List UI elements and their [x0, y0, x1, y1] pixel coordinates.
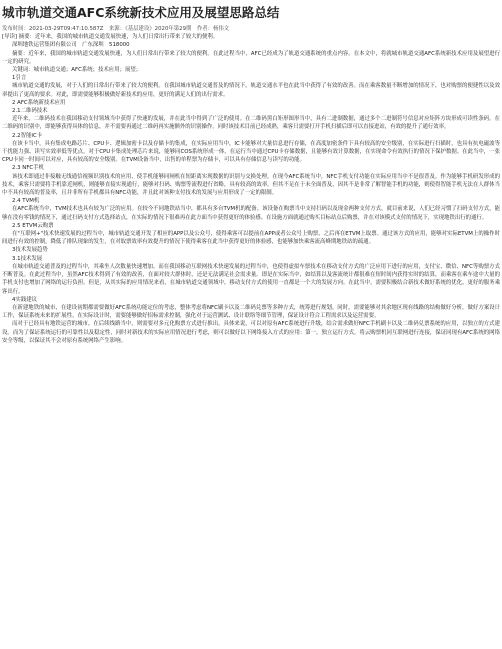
publish-meta: 发布时间：2021-03-29T09:47:10.587Z 来源：《基层建设》2020年第29期 作者：杨伟文 [2, 26, 230, 32]
practice-paragraph-1: 在新建地铁的城市，在建设初期都需要做好AFC系统功能定位的考虑，整体考虑将NFC刷卡以及二维码兑票等多种方式，统筹进行规划。同时，需要能够对其余地区现有线路的结构做好分析，做好方案设计工作，保证系统未来的扩展性。在实际设计时，需要能够做好招标需求控制，强化对于运营测试、设计联络等细节管理，保证设计符合工程需求以及运营需要。 [2, 304, 500, 320]
keywords: 关键词：城市轨道交通；AFC系统；技术应用；展望； [12, 67, 142, 74]
section-3-heading: 3技术发展趋势 [12, 247, 48, 254]
section-2-2-heading: 2.2智能IC卡 [12, 132, 43, 139]
etvm-paragraph: 在"互联网+"技术快速发展的过程当中，城市轨道交通开发了相应的APP以及公众号，使得乘客可以提前在APP或者公众号上购票，之后再在ETVM上取票。通过该方式的应用，能够对实际ETVM上的操作时间进行有效的控制，降低了排队现象的发生，在对取票效率有效提升的情况下使得乘客在此当中获得更好的体验感，也能够加快乘客流高峰期地铁站的疏通。 [2, 231, 500, 246]
tvm-paragraph: 在AFC系统当中，TVM技术也具有较为广泛的应用。在较今不同地铁站当中，都具有多台TVM机的配备。该设备在购票当中支持扫码以及现金两种支付方式。就目前来说，人们已经习惯了扫码支付方式，能够在没有零钱的情况下，通过扫码支付方式选择站点，在实际的情况下很难再在此方面当中获得更好的体验感。在设施方面就通过购买目标站点后购票，并在对该模式支付的情况下，实现地铁出行的通行。 [2, 206, 500, 221]
summary-line: [导读] 摘要：近年来，我国的城市轨道交通发展快速，为人们日常出行带来了较大的便利。 [2, 34, 219, 41]
affiliation: 深圳地铁运营集团有限公司 广东深圳 518000 [12, 42, 130, 49]
section-2-5-heading: 2.5 ETVM云购票 [12, 222, 54, 229]
nfc-paragraph: 该技术即通过非接触无线通信视频识别技术的应用，使手机能够同闸机在短距离实现数据的识别与交换处理。在现今AFC系统当中，NFC手机支付功能在实际应用当中不是很普及。作为能够手机研发形成的技术，乘客只需要将手机靠近闸机，则能够直接实现通行，能够对扫码、购票等流程进行省略，具有较高的效率。但其不足在于未全面普及，因其不是非常了解智能手机的功能，则使得智能手机无法在人群体当中不具有较高的普及率，且并非所有手机都具有NFC功能，并且此对该种支付技术的发展与应用形成了一定的限制。 [2, 173, 500, 197]
article-title: 城市轨道交通AFC系统新技术应用及展望思路总结 [2, 5, 280, 20]
section-3-1-heading: 3.1技术发展 [12, 255, 43, 262]
section-2-heading: 2 AFC系统新技术应用 [12, 99, 66, 106]
section-intro-heading: 1引言 [12, 75, 27, 82]
section-2-1-heading: 2.1二维码技术 [12, 108, 48, 115]
abstract-paragraph: 摘要：近年来，我国的城市轨道交通发展快速，为人们日常出行带来了较大的便利。在此过程当中，AFC已经成为了轨道交通系统的重点内容。在本文中，将就城市轨道交通AFC系统新技术应用及展望进行一定的研究。 [2, 50, 500, 65]
tech-development-paragraph: 在城市轨道交通普及的过程当中，其乘坐人次数量快速增加。而在我国移动互联网技术快速发展的过程当中，也使得虚拟车票技术在移动支付方式的广泛应用下进行的应用，支付宝、微信、NFC等购票方式不断普及。在此过程当中，虽然AFC技术得到了有效的改善，在面对较大群体时，还是无法满足社会需求量。即是在实际当中，如结算以及客流统计都很难在短时间内获得实时的结算，而乘客在乘车途中大量的手机支付也增加了网络的运行负担。但是，从其实际的应用情况来看，在城市轨道交通领域中，移动支付方式的使用一直都是一个大的发展方向。在此当中，需要积极结合新技术做好系统的优化，更好的服务乘客出行。 [2, 263, 500, 295]
practice-paragraph-2: 而对于已经具有地铁运营的城市，在后续线路当中，则需要对多元化购票方式进行推出。具体来说，可以对原有AFC系统进行升级，结合需求做好NFC手机刷卡以及二维码兑票系统的应用，以独立的方式建设。而为了保证系统运行的可靠性以及稳定性，同时对新技术的实际应用情况进行考虑，则可以做好以下网络接入方式的应用：第一，独立运行方式。将云购票机同互联网进行连接，保证同现有AFC系统的网络安全等级，以保证其不会对原有系统网络产生影响。 [2, 321, 500, 344]
intro-paragraph: 城市轨道交通的发展，对于人们的日常出行带来了较大的便利。在我国城市轨道交通普及的情况下，轨道交通水平也在此当中获得了有效的改善。而在乘客数量不断增加的情况下，也对购票的便捷性以及效率提出了更高的要求。对此，即需要能够积极做好新技术的应用，更好的满足人们的出行需求。 [2, 83, 500, 98]
section-2-3-heading: 2.3 NFC手机 [12, 165, 44, 172]
section-4-heading: 4实践建议 [12, 296, 37, 303]
section-2-4-heading: 2.4 TVM机 [12, 198, 40, 205]
qr-paragraph: 近年来，二维码技术在我国移动支付领域当中获得了快速的发展，并在此当中得到了广泛的使用。在二维码黑白矩形图形当中，具有二进制数据，通过多个二进制符号信息对应矩阵方块形成可读性条码。在二维码的识别中，即能够获得具体的信息，并不需要再通过二维码再实施额外的识别操作。同时该技术目前已经成熟，乘客只需要打开手机扫描后即可以直接进站，有效的提升了通行效率。 [2, 116, 500, 131]
ic-card-paragraph: 在该卡当中，具有集成电路芯片、CPU卡、逻辑加密卡以及存储卡的集成，在实际应用当中，IC卡能够对大量信息进行存储，在高度加密条件下具有较高的安全级别，在实际进行扫描时，也具有抗电磁波等干扰能力强、读写实效率低等优点。对于CPU卡集成处理芯片来说，能够同COS系统形成一体，在运行当中通过CPU卡存储数据，且能够有效计算数据，在实现命令有效执行的情况下保护数据。在此当中，一张CPU卡同一时间可以对应，具有较高的安全级别。在TVM设备当中，出售的单程票为存储卡，可以具有存储信息与读写的功能。 [2, 140, 500, 164]
